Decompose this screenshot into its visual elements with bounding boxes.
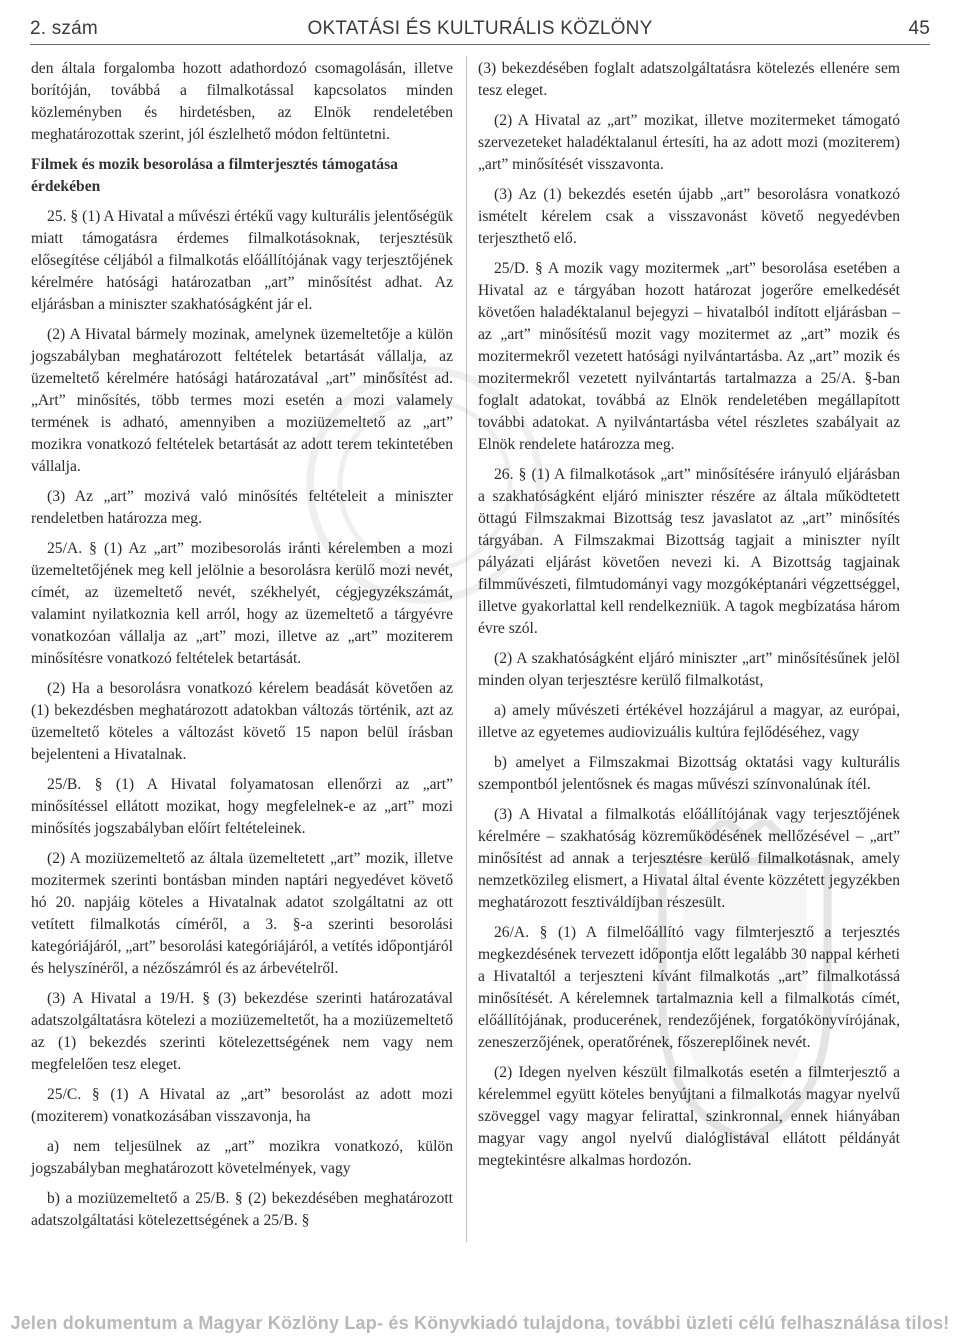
paragraph: 25. § (1) A Hivatal a művészi értékű vagy kulturális jelentőségük miatt támogatásra érdemes filmalkotásoknak, terjesztésük elősegítése céljából a filmalkotás előállítójának vagy terjesztőjének kérelmére hatósági határozatban „art” minősítést adhat. Az eljárásban a miniszter szakhatóságként jár el. (31, 208, 453, 313)
paragraph: (2) Ha a besorolásra vonatkozó kérelem beadását követően az (1) bekezdésben meghatározott adatokban változás történik, azt az üzemeltető köteles a változást követő 15 napon belül írásban bejelenteni a Hivatalnak. (31, 680, 453, 763)
paragraph: 25/A. § (1) Az „art” mozibesorolás iránti kérelemben a mozi üzemeltetőjének meg kell jelölnie a besorolásra kerülő mozi nevét, címét, az üzemeltető nevét, székhelyét, cégjegyzékszámát, valamint nyilatkoznia kell arról, hogy az üzemeltető a tárgyévre vonatkozóan vállalja az „art” mozi, illetve az „art” moziterem minősítésre vonatkozó feltételek betartását. (31, 540, 453, 667)
paragraph: 25/D. § A mozik vagy mozitermek „art” besorolása esetében a Hivatal az e tárgyában hozott határozat jogerőre emelkedését követően haladéktalanul bejegyzi – hivatalból indított eljárásban – az „art” minősítésű mozit vagy mozitermet az „art” mozik és mozitermekről vezetett hatósági nyilvántartásba. Az „art” mozik és mozitermekről vezetett nyilvántartás tartalmazza a 25/A. §-ban foglalt adatokat, továbbá az Elnök rendeletében megállapított további adatokat. A nyilvántartásba vétel részletes szabályait az Elnök rendelete határozza meg. (478, 260, 900, 453)
page-number: 45 (908, 18, 930, 39)
paragraph: b) a moziüzemeltető a 25/B. § (2) bekezdésében meghatározott adatszolgáltatási kötelezettségének a 25/B. § (31, 1190, 453, 1229)
paragraph: 26/A. § (1) A filmelőállító vagy filmterjesztő a terjesztés megkezdésének tervezett időpontja előtt legalább 30 nappal kérheti a Hivataltól a terjeszteni kívánt filmalkotás „art” filmalkotássá minősítését. A kérelemnek tartalmaznia kell a filmalkotás címét, előállítójának, producerének, rendezőjének, forgatókönyvírójának, zeneszerzőjének, operatőrének, főszereplőinek nevét. (478, 924, 900, 1051)
journal-title: OKTATÁSI ÉS KULTURÁLIS KÖZLÖNY (307, 18, 653, 39)
paragraph: (2) A szakhatóságként eljáró miniszter „art” minősítésűnek jelöl minden olyan terjesztésre kerülő filmalkotást, (478, 650, 900, 689)
paragraph: b) amelyet a Filmszakmai Bizottság oktatási vagy kulturális szempontból jelentősnek és magas művészi színvonalúnak ítél. (478, 754, 900, 793)
paragraph: (2) A Hivatal bármely mozinak, amelynek üzemeltetője a külön jogszabályban meghatározott feltételek betartását vállalja, az üzemeltető kérelmére hatósági határozatával „art” minősítést ad. „Art” minősítés, több termes mozi esetén a mozi valamely termének is adható, amennyiben a moziüzemeltető az „art” mozikra vonatkozó feltételek betartását az adott terem tekintetében vállalja. (31, 326, 453, 475)
paragraph: (3) A Hivatal a filmalkotás előállítójának vagy terjesztőjének kérelmére – szakhatóság közreműködésének mellőzésével – „art” minősítést ad annak a terjesztésre kerülő filmalkotásnak, amely nemzetközileg elismert, a Hivatal által évente közzétett jegyzékben meghatározott fesztiváldíjban részesült. (478, 806, 900, 911)
section-heading: Filmek és mozik besorolása a filmterjesztés támogatása érdekében (31, 156, 398, 195)
paragraph: 25/B. § (1) A Hivatal folyamatosan ellenőrzi az „art” minősítéssel ellátott mozikat, hogy megfelelnek-e az „art” mozi minősítés jogszabályban előírt feltételeinek. (31, 776, 453, 837)
paragraph: (2) A moziüzemeltető az általa üzemeltetett „art” mozik, illetve mozitermek szerinti bontásban minden naptári negyedévet követő hó 20. napjáig köteles a Hivatalnak adatot szolgáltatni az ott vetített filmalkotás címéről, a 3. §-a szerinti besorolási kategóriájáról, „art” besorolási kategóriájáról, a vetítés időpontjáról és helyszínéről, a nézőszámról és az árbevételről. (31, 850, 453, 977)
page-header (30, 14, 930, 42)
paragraph: 26. § (1) A filmalkotások „art” minősítésére irányuló eljárásban a szakhatóságként eljáró miniszter részére az általa működtetett öttagú Filmszakmai Bizottság tesz javaslatot az „art” minősítés tárgyában. A Filmszakmai Bizottság tagjait a miniszter nyílt pályázati eljárást követően nevezi ki. A Bizottság tagjainak filmművészeti, filmtudományi vagy mozgóképtanári végzettséggel, illetve gyakorlattal kell rendelkezniük. A tagok megbízatása három évre szól. (478, 466, 900, 637)
paragraph: (3) A Hivatal a 19/H. § (3) bekezdése szerinti határozatával adatszolgáltatásra kötelezi a moziüzemeltetőt, ha a moziüzemeltető az (1) bekezdés szerinti kötelezettségének nem vagy nem megfelelően tesz eleget. (31, 990, 453, 1073)
paragraph: (2) Idegen nyelven készült filmalkotás esetén a filmterjesztő a kérelemmel együtt köteles benyújtani a filmalkotás magyar nyelvű szöveggel vagy magyar felirattal, szinkronnal, ennek hiányában magyar vagy angol nyelvű dialóglistával ellátott példányát megtekintésre alkalmas hordozón. (478, 1064, 900, 1169)
paragraph: a) amely művészeti értékével hozzájárul a magyar, az európai, illetve az egyetemes audiovizuális kultúra fejlődéséhez, vagy (478, 702, 900, 741)
paragraph: (2) A Hivatal az „art” mozikat, illetve mozitermeket támogató szervezeteket haladéktalanul értesíti, ha az adott mozi (moziterem) „art” minősítését visszavonta. (478, 112, 900, 173)
paragraph: a) nem teljesülnek az „art” mozikra vonatkozó, külön jogszabályban meghatározott követelmények, vagy (31, 1138, 453, 1177)
paragraph: (3) Az (1) bekezdés esetén újabb „art” besorolásra vonatkozó ismételt kérelem csak a visszavonást követő negyedévben terjeszthető elő. (478, 186, 900, 247)
right-column (478, 58, 900, 1180)
column-divider (466, 56, 467, 1242)
paragraph: 25/C. § (1) A Hivatal az „art” besorolást az adott mozi (moziterem) vonatkozásában visszavonja, ha (31, 1086, 453, 1125)
paragraph: (3) bekezdésében foglalt adatszolgáltatásra kötelezés ellenére sem tesz eleget. (478, 60, 900, 99)
header-rule (30, 44, 930, 45)
issue-number: 2. szám (30, 18, 98, 39)
left-column (31, 58, 453, 1240)
paragraph: (3) Az „art” mozivá való minősítés feltételeit a miniszter rendeletben határozza meg. (31, 488, 453, 527)
paragraph: den általa forgalomba hozott adathordozó csomagolásán, illetve borítóján, továbbá a filmalkotással kapcsolatos minden közleményben és hirdetésben, az Elnök rendeletében meghatározottak szerint, jól észlelhető módon feltüntetni. (31, 60, 453, 143)
footer-watermark: Jelen dokumentum a Magyar Közlöny Lap- és Könyvkiadó tulajdona, további üzleti célú felhasználása tilos! (10, 1313, 950, 1333)
